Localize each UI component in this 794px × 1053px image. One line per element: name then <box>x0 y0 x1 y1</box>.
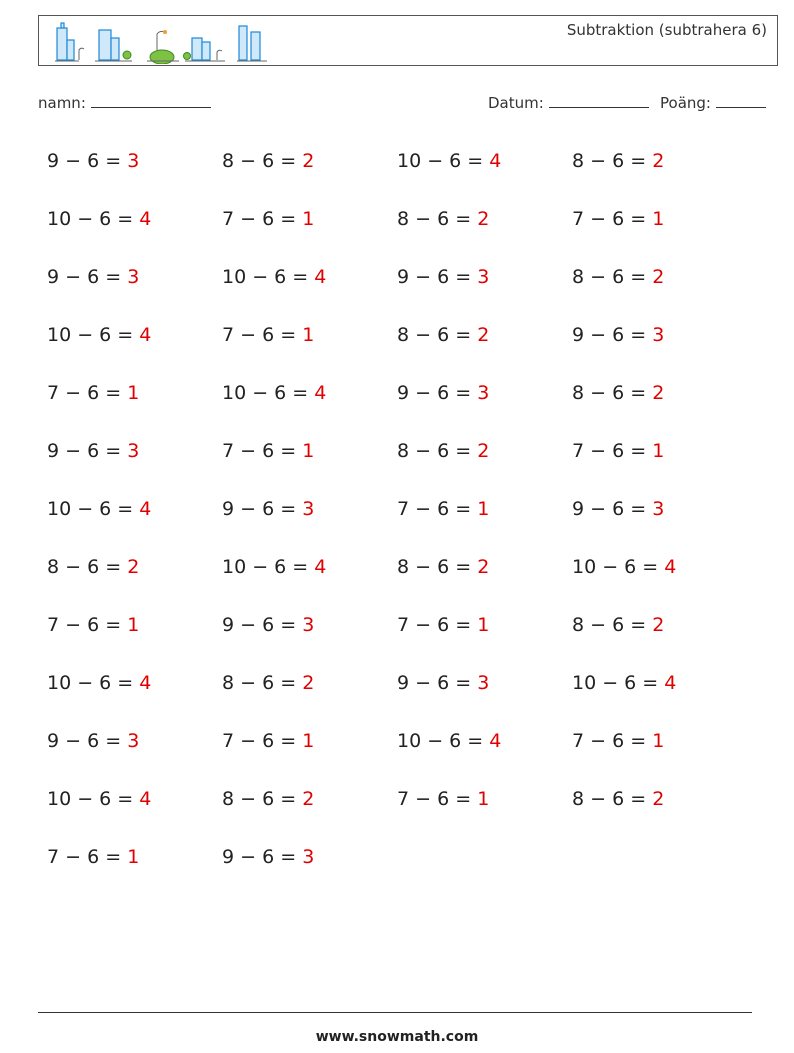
problem-answer: 3 <box>302 846 315 868</box>
problem-answer: 3 <box>477 266 490 288</box>
problem-answer: 3 <box>652 498 665 520</box>
problem-question: 9 − 6 = <box>222 846 303 868</box>
problem-question: 10 − 6 = <box>47 498 140 520</box>
problem-question: 10 − 6 = <box>572 556 665 578</box>
problem-question: 7 − 6 = <box>572 730 653 752</box>
problem-row <box>47 724 747 782</box>
problem-row <box>47 144 747 202</box>
problem-question: 9 − 6 = <box>572 324 653 346</box>
problem-item <box>222 608 397 666</box>
problem-answer: 4 <box>664 556 677 578</box>
problem-answer: 1 <box>127 614 140 636</box>
problem-question: 7 − 6 = <box>572 208 653 230</box>
problem-item <box>572 782 747 840</box>
problem-answer: 3 <box>127 440 140 462</box>
problem-answer: 2 <box>652 150 665 172</box>
problem-item <box>397 376 572 434</box>
problem-answer: 3 <box>302 614 315 636</box>
problem-item <box>222 840 397 898</box>
problem-item <box>397 724 572 782</box>
problem-item <box>572 376 747 434</box>
page-title: Subtraktion (subtrahera 6) <box>566 21 767 39</box>
problem-answer: 4 <box>314 382 327 404</box>
problem-item <box>47 144 222 202</box>
problem-question: 7 − 6 = <box>47 846 128 868</box>
problem-answer: 4 <box>489 150 502 172</box>
name-label: namn: <box>38 94 86 112</box>
problem-answer: 2 <box>477 440 490 462</box>
problem-answer: 2 <box>652 614 665 636</box>
problem-item <box>572 492 747 550</box>
problem-answer: 2 <box>302 672 315 694</box>
problem-item <box>572 666 747 724</box>
city-buildings-icon <box>47 20 287 64</box>
problem-question: 8 − 6 = <box>397 440 478 462</box>
problem-item <box>47 434 222 492</box>
problem-answer: 4 <box>139 788 152 810</box>
problem-question: 8 − 6 = <box>47 556 128 578</box>
problem-item <box>397 608 572 666</box>
problem-row <box>47 318 747 376</box>
problem-item <box>47 260 222 318</box>
problem-answer: 4 <box>489 730 502 752</box>
problem-item <box>397 202 572 260</box>
problem-item <box>47 724 222 782</box>
date-line <box>549 93 649 108</box>
problem-row <box>47 666 747 724</box>
date-field <box>488 93 649 112</box>
problem-question: 8 − 6 = <box>397 324 478 346</box>
problem-question: 9 − 6 = <box>572 498 653 520</box>
problem-item <box>222 666 397 724</box>
name-line <box>91 93 211 108</box>
problem-question: 7 − 6 = <box>397 788 478 810</box>
problem-question: 9 − 6 = <box>397 266 478 288</box>
problem-question: 9 − 6 = <box>397 672 478 694</box>
problem-item <box>572 318 747 376</box>
problem-item <box>47 202 222 260</box>
problem-row <box>47 608 747 666</box>
problem-question: 7 − 6 = <box>397 498 478 520</box>
problem-item <box>47 608 222 666</box>
problem-question: 10 − 6 = <box>47 788 140 810</box>
problem-answer: 4 <box>314 556 327 578</box>
problem-item <box>47 840 222 898</box>
problem-item <box>572 260 747 318</box>
problem-question: 7 − 6 = <box>397 614 478 636</box>
score-line <box>716 93 766 108</box>
problem-item <box>572 550 747 608</box>
problem-answer: 2 <box>127 556 140 578</box>
problem-question: 9 − 6 = <box>47 266 128 288</box>
problem-question: 7 − 6 = <box>222 730 303 752</box>
problem-answer: 1 <box>652 730 665 752</box>
problem-item <box>222 550 397 608</box>
problem-item <box>47 550 222 608</box>
problem-answer: 4 <box>664 672 677 694</box>
problem-question: 10 − 6 = <box>222 382 315 404</box>
problem-question: 8 − 6 = <box>572 150 653 172</box>
problem-question: 10 − 6 = <box>397 150 490 172</box>
header-box <box>38 15 778 66</box>
problem-item <box>572 144 747 202</box>
problem-question: 8 − 6 = <box>222 672 303 694</box>
problem-item <box>222 376 397 434</box>
problem-question: 9 − 6 = <box>47 730 128 752</box>
problem-answer: 1 <box>477 614 490 636</box>
problem-item <box>572 608 747 666</box>
problem-answer: 4 <box>139 498 152 520</box>
problem-answer: 2 <box>302 788 315 810</box>
problem-item <box>572 724 747 782</box>
problem-item <box>397 666 572 724</box>
problem-question: 8 − 6 = <box>222 788 303 810</box>
problem-question: 8 − 6 = <box>572 382 653 404</box>
problem-answer: 2 <box>652 788 665 810</box>
problem-item <box>47 666 222 724</box>
problem-question: 10 − 6 = <box>47 208 140 230</box>
problem-item <box>47 376 222 434</box>
problem-answer: 3 <box>127 150 140 172</box>
problem-answer: 1 <box>652 208 665 230</box>
problem-grid <box>47 144 747 898</box>
problem-row <box>47 434 747 492</box>
problem-item <box>397 492 572 550</box>
problem-question: 7 − 6 = <box>47 382 128 404</box>
problem-item <box>572 202 747 260</box>
problem-answer: 1 <box>127 846 140 868</box>
footer-url: www.snowmath.com <box>315 1029 479 1045</box>
date-label: Datum: <box>488 94 544 112</box>
problem-item <box>397 144 572 202</box>
problem-question: 9 − 6 = <box>222 498 303 520</box>
problem-answer: 3 <box>302 498 315 520</box>
problem-row <box>47 260 747 318</box>
problem-question: 8 − 6 = <box>572 788 653 810</box>
name-field <box>38 93 211 112</box>
problem-answer: 3 <box>652 324 665 346</box>
problem-answer: 1 <box>302 440 315 462</box>
problem-question: 10 − 6 = <box>47 672 140 694</box>
problem-answer: 4 <box>139 324 152 346</box>
problem-answer: 3 <box>127 730 140 752</box>
problem-item <box>47 492 222 550</box>
problem-question: 10 − 6 = <box>572 672 665 694</box>
problem-answer: 1 <box>477 788 490 810</box>
problem-question: 10 − 6 = <box>397 730 490 752</box>
problem-item <box>397 434 572 492</box>
problem-item <box>47 782 222 840</box>
problem-question: 9 − 6 = <box>47 150 128 172</box>
problem-row <box>47 492 747 550</box>
problem-answer: 1 <box>477 498 490 520</box>
problem-item <box>397 260 572 318</box>
problem-item <box>222 724 397 782</box>
problem-question: 8 − 6 = <box>572 266 653 288</box>
problem-answer: 1 <box>127 382 140 404</box>
problem-question: 7 − 6 = <box>222 324 303 346</box>
problem-answer: 4 <box>314 266 327 288</box>
problem-question: 8 − 6 = <box>572 614 653 636</box>
problem-question: 8 − 6 = <box>222 150 303 172</box>
problem-answer: 2 <box>302 150 315 172</box>
problem-question: 9 − 6 = <box>47 440 128 462</box>
problem-item <box>222 434 397 492</box>
problem-question: 7 − 6 = <box>222 440 303 462</box>
problem-row <box>47 376 747 434</box>
problem-answer: 2 <box>477 208 490 230</box>
problem-question: 10 − 6 = <box>47 324 140 346</box>
problem-answer: 3 <box>477 382 490 404</box>
problem-answer: 2 <box>652 266 665 288</box>
problem-item <box>222 782 397 840</box>
problem-row <box>47 782 747 840</box>
problem-item <box>397 782 572 840</box>
problem-item <box>397 550 572 608</box>
problem-item <box>572 434 747 492</box>
problem-item <box>222 144 397 202</box>
problem-answer: 2 <box>477 556 490 578</box>
problem-answer: 3 <box>477 672 490 694</box>
problem-item <box>222 492 397 550</box>
problem-answer: 2 <box>652 382 665 404</box>
problem-item <box>47 318 222 376</box>
problem-question: 8 − 6 = <box>397 208 478 230</box>
problem-question: 7 − 6 = <box>222 208 303 230</box>
score-label: Poäng: <box>660 94 711 112</box>
problem-item <box>222 318 397 376</box>
problem-question: 10 − 6 = <box>222 266 315 288</box>
problem-question: 9 − 6 = <box>397 382 478 404</box>
problem-answer: 4 <box>139 208 152 230</box>
problem-item <box>222 202 397 260</box>
problem-question: 9 − 6 = <box>222 614 303 636</box>
problem-question: 10 − 6 = <box>222 556 315 578</box>
problem-item <box>397 318 572 376</box>
problem-answer: 1 <box>302 324 315 346</box>
problem-item <box>222 260 397 318</box>
problem-answer: 1 <box>302 208 315 230</box>
problem-row <box>47 202 747 260</box>
score-field <box>660 93 766 112</box>
problem-row <box>47 840 747 898</box>
problem-question: 8 − 6 = <box>397 556 478 578</box>
problem-answer: 2 <box>477 324 490 346</box>
problem-answer: 1 <box>302 730 315 752</box>
problem-answer: 3 <box>127 266 140 288</box>
problem-question: 7 − 6 = <box>572 440 653 462</box>
footer-divider <box>38 1012 752 1013</box>
problem-answer: 4 <box>139 672 152 694</box>
problem-question: 7 − 6 = <box>47 614 128 636</box>
problem-answer: 1 <box>652 440 665 462</box>
problem-row <box>47 550 747 608</box>
